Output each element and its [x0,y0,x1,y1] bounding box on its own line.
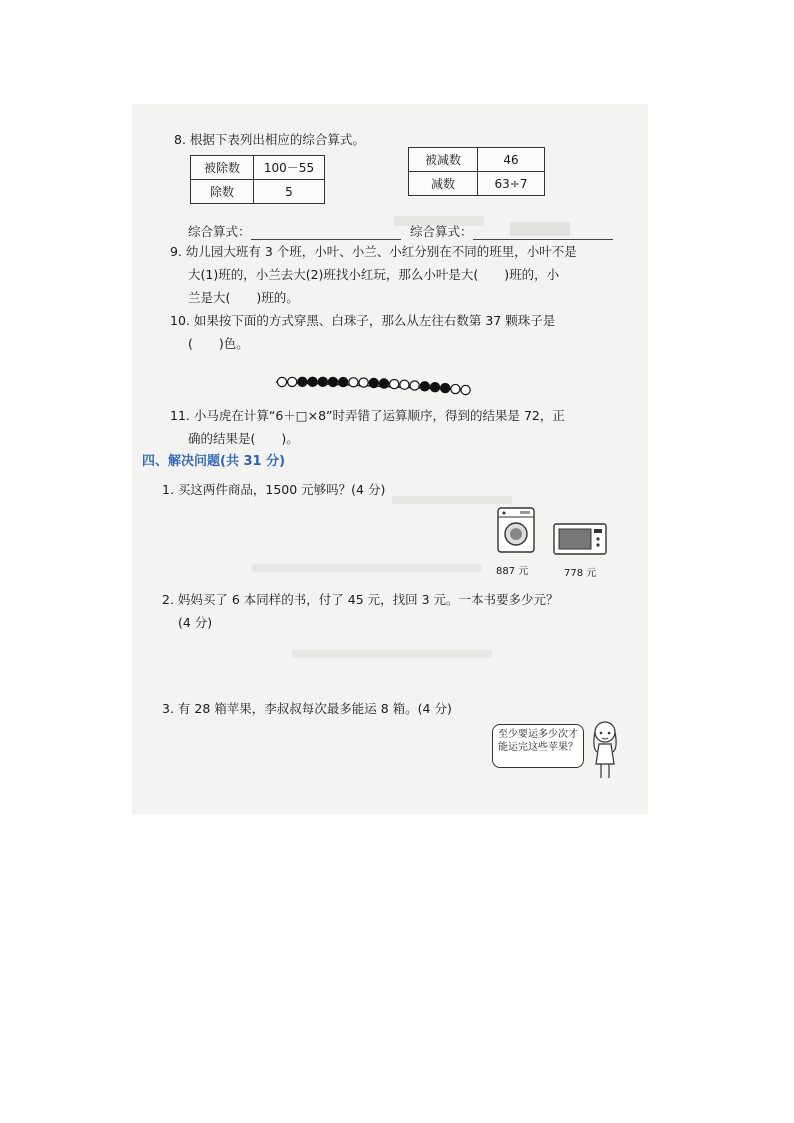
answer-line[interactable] [473,227,613,240]
q8-text: 8. 根据下表列出相应的综合算式。 [174,132,365,147]
black-bead [441,383,450,392]
black-bead [339,377,348,386]
black-bead [430,383,439,392]
table-cell: 46 [478,148,545,172]
white-bead [349,378,358,387]
table-cell: 5 [254,180,325,204]
q9-text: )班的，小 [504,267,560,282]
q9-text: 兰是大( [188,290,231,305]
p2-line1: 2. 妈妈买了 6 本同样的书，付了 45 元，找回 3 元。一本书要多少元？ [162,592,559,607]
bead-string [272,372,492,402]
q8-table-right [408,147,545,196]
black-bead [308,377,317,386]
table-cell: 100－55 [254,156,325,180]
bleed-through-mark [292,650,492,658]
q10-text: ( [188,336,193,351]
scanned-worksheet-page [132,104,648,814]
white-bead [461,385,470,394]
white-bead [390,379,399,388]
q10-text: )色。 [218,336,249,351]
bleed-through-mark [392,496,512,504]
microwave-price: 778 元 [564,568,597,579]
bleed-through-mark [252,564,482,572]
q9-line3 [188,290,299,306]
answer-label: 综合算式： [410,224,473,239]
q10-line2 [188,336,249,352]
q11-line2 [188,431,299,447]
p1-text: 1. 买这两件商品，1500 元够吗？(4 分) [162,482,386,497]
table-cell: 被减数 [409,148,478,172]
q9-line2 [188,267,559,283]
q8-table-left [190,155,325,204]
black-bead [369,378,378,387]
black-bead [318,377,327,386]
black-bead [379,379,388,388]
white-bead [451,384,460,393]
q9-line1: 9. 幼儿园大班有 3 个班，小叶、小兰、小红分别在不同的班里，小叶不是 [170,244,577,259]
microwave-icon [552,522,608,556]
q8-answer-right [410,224,613,240]
girl-cartoon-icon [588,718,622,782]
washer-price: 887 元 [496,566,529,577]
section-title: 四、解决问题(共 31 分) [142,454,286,469]
white-bead [359,378,368,387]
p3-text: 3. 有 28 箱苹果，李叔叔每次最多能运 8 箱。(4 分) [162,701,452,716]
answer-line[interactable] [251,227,401,240]
answer-label: 综合算式： [188,224,251,239]
white-bead [288,377,297,386]
q11-text: )。 [281,431,299,446]
q11-text: 确的结果是( [188,431,256,446]
q10-line1: 10. 如果按下面的方式穿黑、白珠子，那么从左往右数第 37 颗珠子是 [170,313,556,328]
black-bead [328,377,337,386]
black-bead [420,382,429,391]
p2-line2: (4 分) [178,615,213,630]
white-bead [410,381,419,390]
washing-machine-icon [496,506,536,554]
white-bead [400,380,409,389]
q9-text: 大(1)班的，小兰去大(2)班找小红玩，那么小叶是大( [188,267,479,282]
table-cell: 除数 [191,180,254,204]
table-cell: 63÷7 [478,172,545,196]
speech-bubble: 至少要运多少次才能运完这些苹果？ [492,724,584,768]
black-bead [298,377,307,386]
q11-line1: 11. 小马虎在计算“6＋□×8”时弄错了运算顺序，得到的结果是 72，正 [170,408,565,423]
table-cell: 被除数 [191,156,254,180]
white-bead [277,377,286,386]
q8-answer-left [188,224,401,240]
q9-text: )班的。 [256,290,299,305]
table-cell: 减数 [409,172,478,196]
